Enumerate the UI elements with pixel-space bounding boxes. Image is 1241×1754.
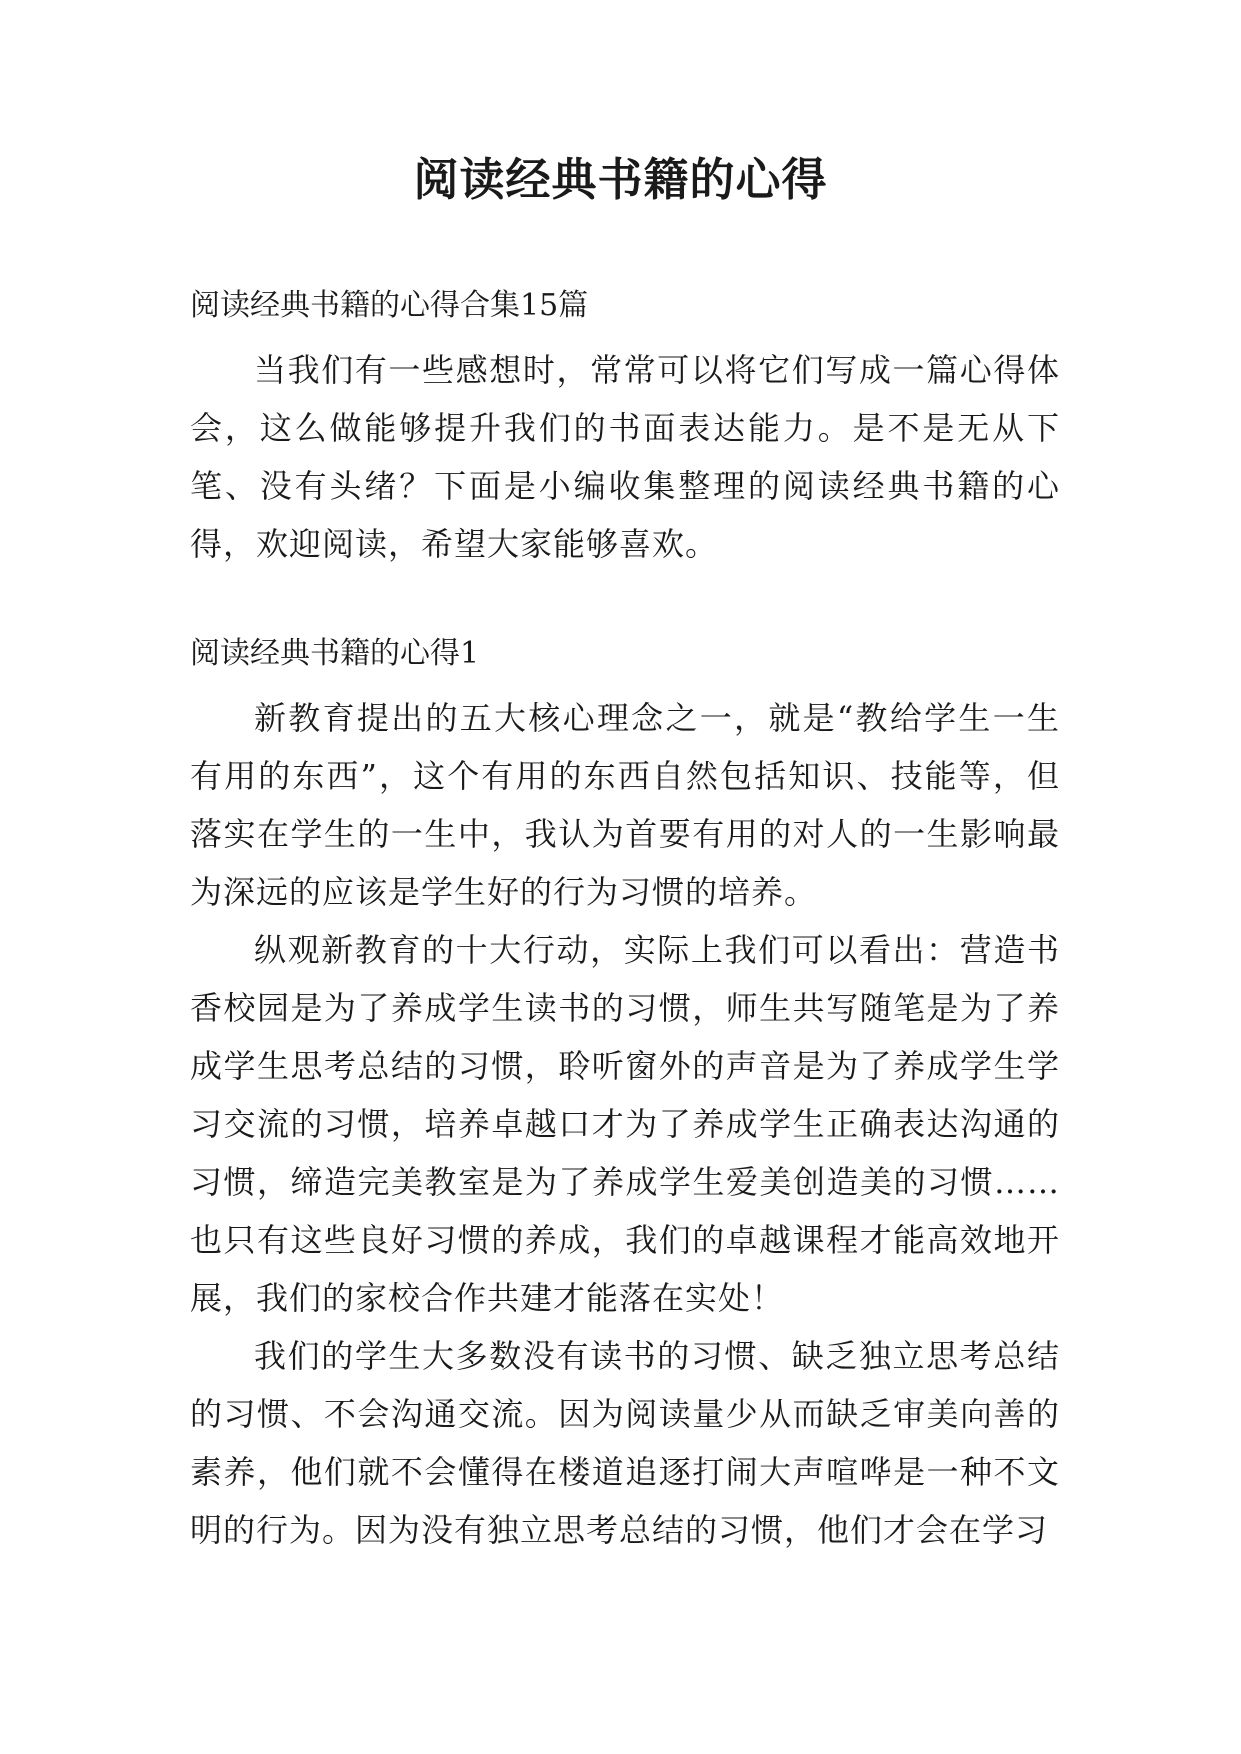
section-heading-collection: 阅读经典书籍的心得合集15篇 — [190, 288, 589, 323]
body-paragraph: 我们的学生大多数没有读书的习惯、缺乏独立思考总结的习惯、不会沟通交流。因为阅读量少从而缺乏审美向善的素养，他们就不会懂得在楼道追逐打闹大声喧哗是一种不文明的行为。因为没有独立思考总结的习惯，他们才会在学习 — [190, 1337, 1060, 1549]
section-heading-1: 阅读经典书籍的心得1 — [190, 636, 480, 671]
section-spacer — [190, 573, 1060, 631]
document-body — [190, 283, 1060, 1559]
intro-paragraph: 当我们有一些感想时，常常可以将它们写成一篇心得体会，这么做能够提升我们的书面表达能力。是不是无从下笔、没有头绪？下面是小编收集整理的阅读经典书籍的心得，欢迎阅读，希望大家能够喜欢。 — [190, 351, 1060, 563]
document-title: 阅读经典书籍的心得 — [413, 153, 828, 206]
body-paragraph: 纵观新教育的十大行动，实际上我们可以看出：营造书香校园是为了养成学生读书的习惯，师生共写随笔是为了养成学生思考总结的习惯，聆听窗外的声音是为了养成学生学习交流的习惯，培养卓越口才为了养成学生正确表达沟通的习惯，缔造完美教室是为了养成学生爱美创造美的习惯……也只有这些良好习惯的养成，我们的卓越课程才能高效地开展，我们的家校合作共建才能落在实处！ — [190, 931, 1060, 1317]
body-paragraph: 新教育提出的五大核心理念之一，就是“教给学生一生有用的东西”，这个有用的东西自然包括知识、技能等，但落实在学生的一生中，我认为首要有用的对人的一生影响最为深远的应该是学生好的行为习惯的培养。 — [190, 699, 1060, 911]
